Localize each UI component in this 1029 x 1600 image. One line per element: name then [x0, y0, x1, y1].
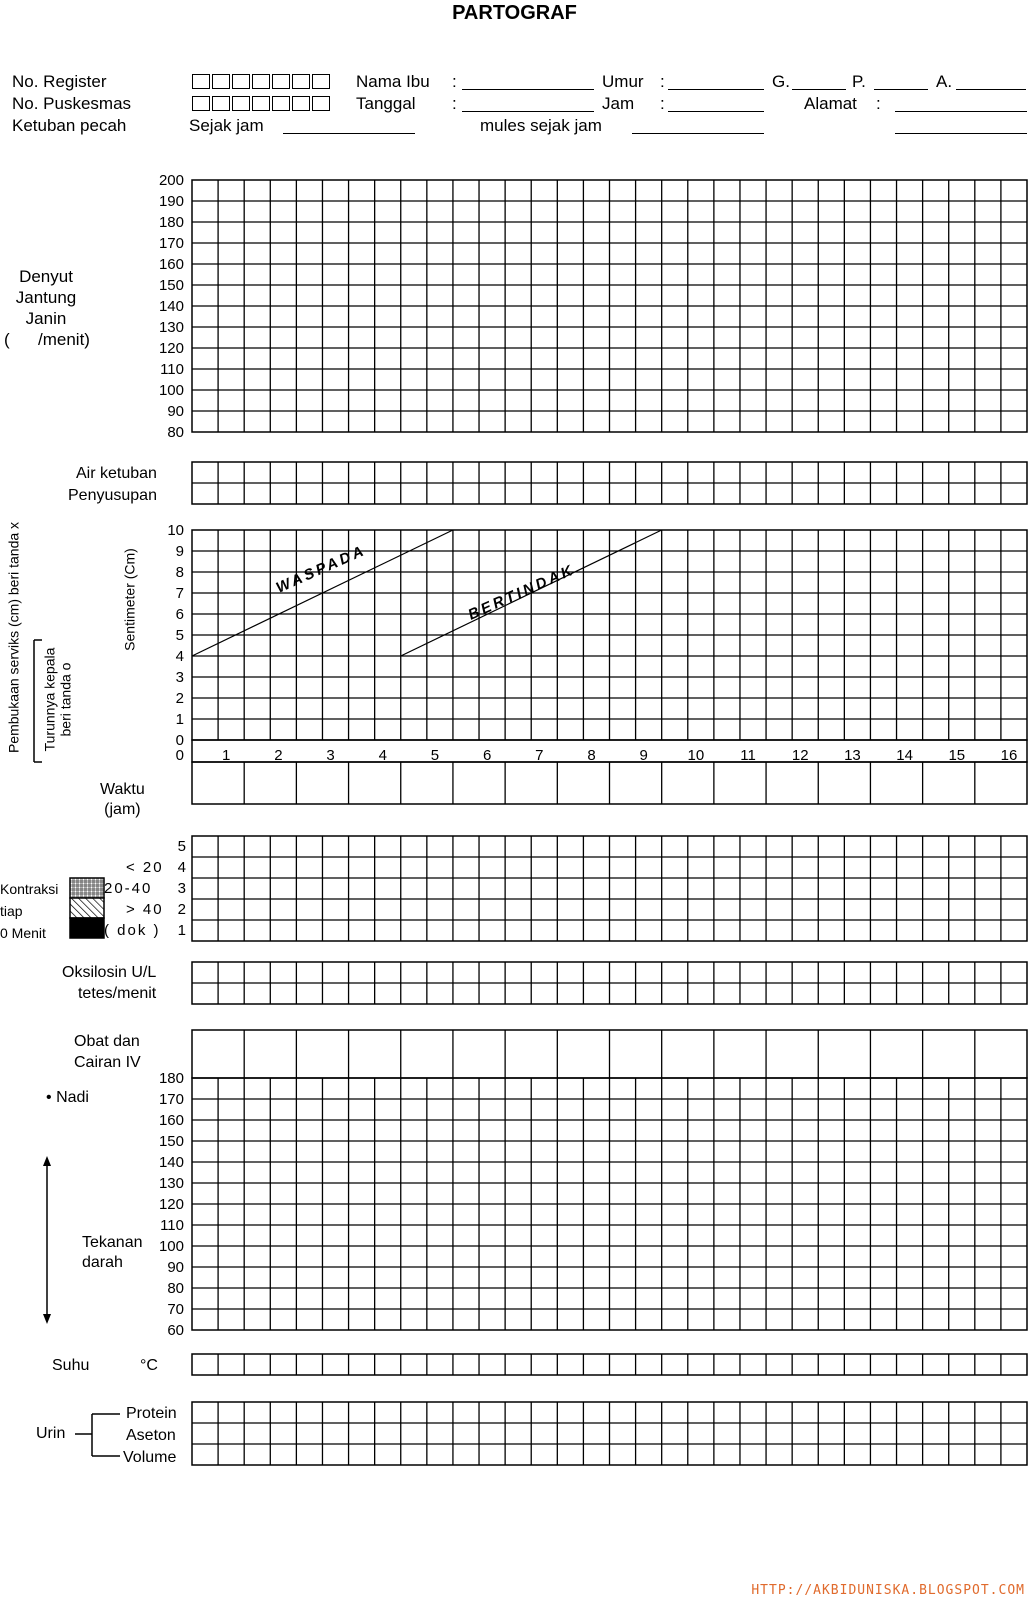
serviks-tick-4: 4	[175, 648, 184, 665]
kontraksi-label-line-2: tiap	[0, 903, 23, 919]
sentimeter-axis-label: Sentimeter (Cm)	[121, 548, 138, 651]
serviks-tick-0-axis: 0	[175, 747, 184, 764]
oksitosin-label-line-1: Oksilosin U/L	[62, 964, 157, 981]
djj-tick-200: 200	[158, 172, 184, 189]
kontraksi-legend-hatched[interactable]	[70, 898, 104, 918]
nadi-label-text: Nadi	[56, 1089, 89, 1106]
td-label-line-1: Tekanan	[82, 1234, 143, 1251]
sejak-jam-label: Sejak jam	[189, 116, 264, 135]
umur-label: Umur	[602, 72, 644, 91]
djj-label-line-3: Janin	[25, 309, 67, 328]
nadi-tick-120: 120	[158, 1196, 184, 1213]
umur-colon: :	[660, 72, 665, 91]
nadi-tick-180: 180	[158, 1070, 184, 1087]
a-label: A.	[936, 72, 953, 91]
nadi-tick-60: 60	[167, 1322, 184, 1339]
ketuban-pecah-label: Ketuban pecah	[12, 116, 127, 135]
turunnya-kepala-label: Turunnya kepala	[41, 647, 58, 752]
tanggal-label: Tanggal	[356, 94, 416, 113]
bertindak-label: BERTINDAK	[465, 561, 578, 624]
serviks-tick-7: 7	[175, 585, 184, 602]
urin-label: Urin	[36, 1425, 66, 1442]
urin-volume-label: Volume	[123, 1449, 177, 1466]
g-label: G.	[772, 72, 790, 91]
penyusupan-label: Penyusupan	[68, 487, 157, 504]
urin-protein-label: Protein	[126, 1405, 177, 1422]
hour-label-15: 15	[948, 747, 966, 764]
hour-label-10: 10	[687, 747, 705, 764]
air-ketuban-label: Air ketuban	[76, 465, 157, 482]
djj-tick-110: 110	[160, 361, 184, 378]
djj-label-line-1: Denyut	[19, 267, 73, 286]
djj-label-line-4: ( /menit)	[4, 330, 90, 349]
kontraksi-tick-1: 1	[177, 922, 186, 939]
hour-label-7: 7	[535, 747, 544, 764]
beri-tanda-o-label: beri tanda o	[57, 662, 74, 737]
waktu-label-line-1: Waktu	[100, 781, 145, 798]
serviks-tick-9: 9	[175, 543, 184, 560]
djj-tick-100: 100	[158, 382, 184, 399]
hour-label-3: 3	[326, 747, 335, 764]
jam-colon: :	[660, 94, 665, 113]
nadi-tick-130: 130	[158, 1175, 184, 1192]
djj-label-line-2: Jantung	[15, 288, 77, 307]
waktu-label-line-2: (jam)	[104, 801, 141, 818]
hour-label-12: 12	[791, 747, 809, 764]
nadi-tick-70: 70	[167, 1301, 184, 1318]
djj-tick-140: 140	[158, 298, 184, 315]
nama-ibu-colon: :	[452, 72, 457, 91]
hour-label-5: 5	[430, 747, 440, 764]
serviks-tick-2: 2	[175, 690, 184, 707]
hour-label-11: 11	[740, 747, 756, 764]
hour-label-9: 9	[639, 747, 648, 764]
tanggal-colon: :	[452, 94, 457, 113]
serviks-tick-5: 5	[175, 627, 184, 644]
arrow-down-icon	[43, 1314, 51, 1324]
kontraksi-range-2: 20-40	[104, 880, 153, 897]
hour-label-2: 2	[274, 747, 283, 764]
no-puskesmas-label: No. Puskesmas	[12, 94, 132, 113]
kontraksi-tick-4: 4	[177, 859, 186, 876]
kontraksi-legend-dotted[interactable]	[70, 878, 104, 898]
hour-label-1: 1	[222, 747, 231, 764]
kontraksi-range-1: < 20	[126, 859, 164, 876]
nadi-tick-160: 160	[158, 1112, 184, 1129]
djj-tick-90: 90	[167, 403, 184, 420]
p-label: P.	[852, 72, 866, 91]
djj-tick-80: 80	[167, 424, 184, 441]
serviks-tick-1: 1	[175, 711, 184, 728]
nama-ibu-label: Nama Ibu	[356, 72, 430, 91]
jam-axis-row[interactable]	[192, 740, 1027, 762]
obat-label-line-2: Cairan IV	[74, 1054, 141, 1071]
page-title: PARTOGRAF	[452, 2, 577, 24]
nadi-tick-80: 80	[167, 1280, 184, 1297]
serviks-tick-0: 0	[175, 732, 184, 749]
kontraksi-tick-2: 2	[177, 901, 186, 918]
pembukaan-serviks-label: Pembukaan serviks (cm) beri tanda x	[5, 521, 22, 754]
kontraksi-label-line-1: Kontraksi	[0, 881, 59, 897]
kontraksi-range-4: ( dok )	[104, 922, 161, 939]
footer-url: HTTP://AKBIDUNISKA.BLOGSPOT.COM	[751, 1583, 1025, 1598]
djj-tick-170: 170	[158, 235, 184, 252]
waspada-label: WASPADA	[273, 541, 369, 597]
no-register-label: No. Register	[12, 72, 107, 91]
djj-tick-120: 120	[158, 340, 184, 357]
djj-tick-150: 150	[158, 277, 184, 294]
obat-label-line-1: Obat dan	[74, 1033, 140, 1050]
td-label-line-2: darah	[82, 1254, 123, 1271]
oksitosin-label-line-2: tetes/menit	[77, 985, 157, 1002]
djj-tick-160: 160	[158, 256, 184, 273]
kontraksi-tick-3: 3	[177, 880, 186, 897]
djj-tick-190: 190	[158, 193, 184, 210]
serviks-tick-10: 10	[167, 522, 184, 539]
djj-tick-180: 180	[158, 214, 184, 231]
suhu-label: Suhu	[52, 1357, 90, 1374]
serviks-tick-6: 6	[175, 606, 184, 623]
kontraksi-tick-5: 5	[177, 838, 186, 855]
nadi-tick-110: 110	[160, 1217, 184, 1234]
nadi-tick-170: 170	[158, 1091, 184, 1108]
djj-tick-130: 130	[158, 319, 184, 336]
alamat-colon: :	[876, 94, 881, 113]
kontraksi-legend-solid[interactable]	[70, 918, 104, 938]
hour-label-13: 13	[844, 747, 861, 764]
hour-label-6: 6	[482, 747, 492, 764]
alamat-label: Alamat	[804, 94, 857, 113]
hour-label-8: 8	[587, 747, 596, 764]
nadi-tick-150: 150	[158, 1133, 184, 1150]
kontraksi-range-3: > 40	[126, 901, 164, 918]
jam-label: Jam	[602, 94, 635, 113]
nadi-bullet-icon: •	[46, 1089, 52, 1106]
hour-label-14: 14	[896, 747, 913, 764]
arrow-up-icon	[43, 1156, 51, 1166]
serviks-tick-8: 8	[175, 564, 184, 581]
hour-label-16: 16	[1000, 747, 1018, 764]
urin-aseton-label: Aseton	[126, 1427, 176, 1444]
serviks-tick-3: 3	[175, 669, 184, 686]
nadi-tick-100: 100	[158, 1238, 184, 1255]
nadi-tick-90: 90	[167, 1259, 184, 1276]
mules-sejak-jam-label: mules sejak jam	[480, 116, 602, 135]
kontraksi-label-line-3: 0 Menit	[0, 925, 46, 941]
nadi-tick-140: 140	[158, 1154, 184, 1171]
hour-label-4: 4	[378, 747, 387, 764]
suhu-unit: °C	[140, 1357, 158, 1374]
